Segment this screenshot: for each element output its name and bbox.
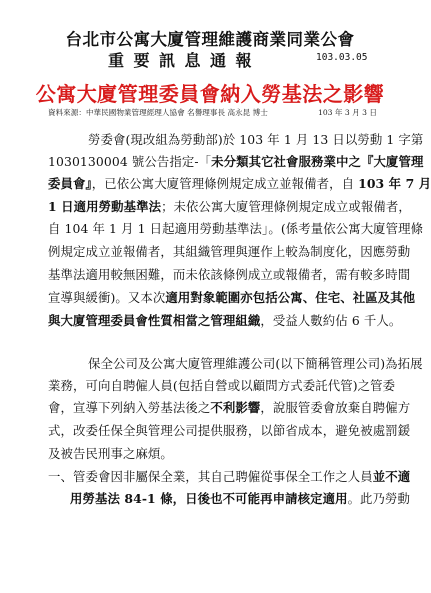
text-segment: 及被告民刑事之麻煩。: [48, 446, 173, 461]
notice-date: 103.03.05: [316, 52, 368, 63]
bold-segment: 適用對象範圍亦包括公寓、住宅、社區及其他: [165, 290, 416, 305]
bold-segment: 不利影響: [210, 400, 261, 415]
source-text: 資料來源：中華民國物業管理經理人協會 名譽理事長 高永昆 博士: [48, 108, 268, 117]
notice-row: [0, 48, 420, 70]
publish-date: 103 年 3 月 3 日: [318, 108, 378, 117]
body-line: [48, 152, 423, 170]
org-name: 台北市公寓大廈管理維護商業同業公會: [65, 30, 355, 49]
text-segment: 業務，可向自聘僱人員(包括自營或以顧問方式委託代管)之管委: [48, 378, 396, 393]
text-segment: 宣導與緩衝)。又本次: [48, 290, 166, 305]
bold-segment: 委員會』: [48, 176, 92, 191]
text-segment: 。此乃勞動: [347, 491, 411, 506]
text-segment: 基準法適用較無困難，而未依該條例成立或報備者，需有較多時間: [48, 267, 411, 282]
body-line: [48, 265, 410, 283]
text-segment: 保全公司及公寓大廈管理維護公司(以下簡稱管理公司)為拓展: [88, 356, 423, 371]
body-line: [48, 467, 410, 485]
text-segment: ，受益人數約佔 6 千人。: [260, 313, 402, 328]
text-segment: 自 104 年 1 月 1 日起適用勞動基準法」。(係考量依公寓大廈管理條: [48, 221, 424, 236]
body-line: [48, 398, 410, 416]
text-segment: ，已依公寓大廈管理條例規定成立並報備者，自: [91, 176, 359, 191]
notice-heading: 重要訊息通報: [108, 51, 262, 70]
body-line: [48, 421, 410, 439]
body-line: [48, 444, 173, 462]
body-line: [48, 288, 415, 306]
bold-segment: 未分類其它社會服務業中之『大廈管理: [211, 154, 424, 169]
bold-segment: 用勞基法 84-1 條，日後也不可能再申請核定適用: [70, 491, 348, 506]
bold-segment: 103 年 7 月: [358, 176, 431, 191]
body-line: [48, 376, 395, 394]
body-line: [48, 242, 410, 260]
body-line: [48, 174, 431, 192]
text-segment: 例規定成立並報備者，其組織管理與運作上較為制度化，因應勞動: [48, 244, 411, 259]
body-line: [48, 219, 423, 237]
bold-segment: 1 日適用勞動基準法: [48, 199, 162, 214]
body-line: [70, 489, 410, 507]
text-segment: 式，改委任保全與管理公司提供服務，以節省成本，避免被處罰鍰: [48, 423, 411, 438]
text-segment: ；未依公寓大廈管理條例規定成立或報備者，: [161, 199, 411, 214]
bold-segment: 與大廈管理委員會性質相當之管理組織: [48, 313, 261, 328]
body-line: [88, 130, 423, 148]
source-line: [48, 107, 388, 118]
text-segment: 1030130004 號公告指定-「: [48, 154, 212, 169]
body-line: [48, 197, 411, 215]
article-title: 公寓大廈管理委員會納入勞基法之影響: [35, 82, 385, 106]
body-line: [88, 354, 423, 372]
body-line: [48, 311, 401, 329]
text-segment: ，說服管委會放棄自聘僱方: [260, 400, 411, 415]
text-segment: 一、管委會因非屬保全業，其自己聘僱從事保全工作之人員: [48, 469, 373, 484]
text-segment: 會，宣導下列納入勞基法後之: [48, 400, 211, 415]
bold-segment: 並不適: [372, 469, 411, 484]
text-segment: 勞委會(現改組為勞動部)於 103 年 1 月 13 日以勞動 1 字第: [88, 132, 424, 147]
